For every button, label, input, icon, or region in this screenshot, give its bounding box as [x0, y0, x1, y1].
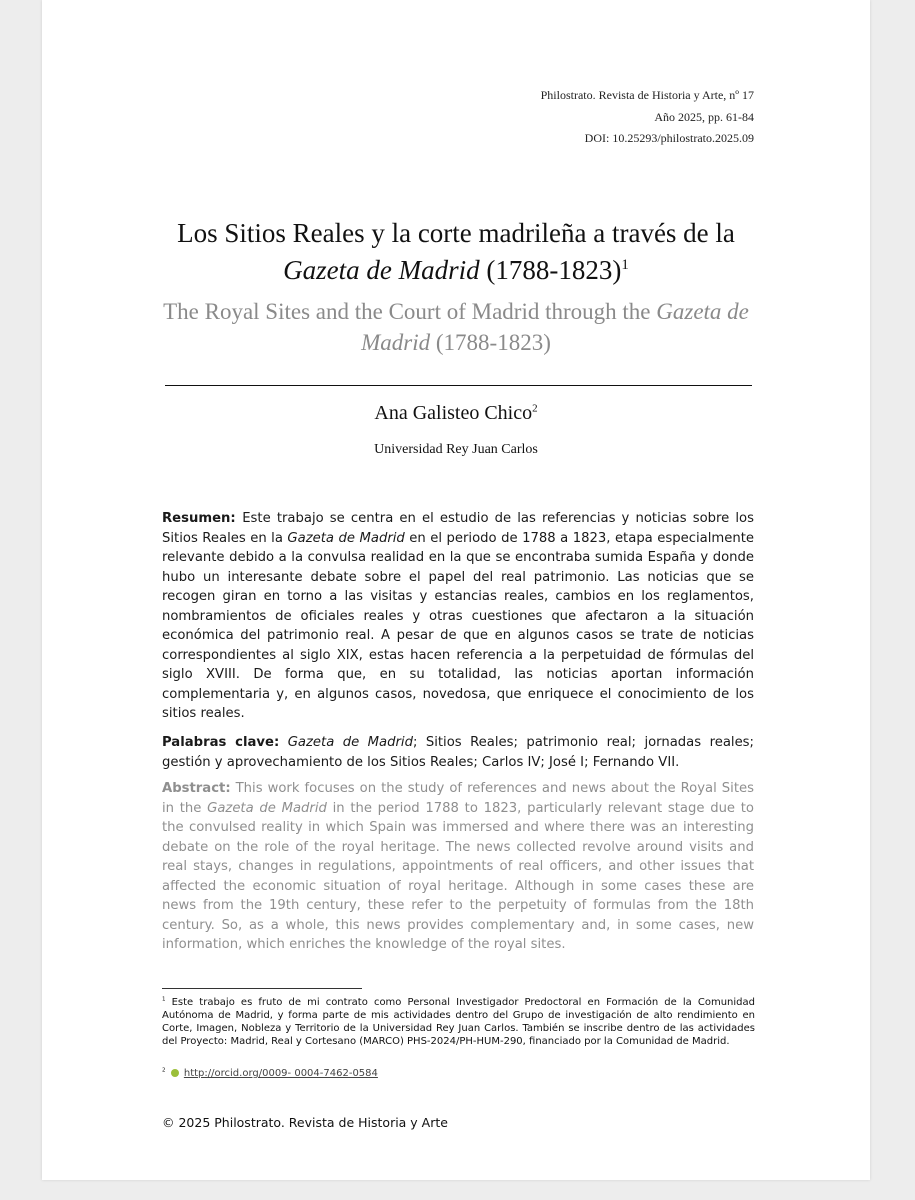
orcid-link[interactable]: http://orcid.org/0009- 0004-7462-0584	[183, 1068, 378, 1079]
footnote-1	[162, 996, 755, 1048]
subtitle-part1: The Royal Sites and the Court of Madrid through the	[163, 299, 657, 324]
keywords-italic: Gazeta de Madrid	[287, 735, 413, 750]
title-years: (1788-1823)	[479, 255, 622, 285]
author-text: Ana Galisteo Chico	[374, 402, 533, 424]
resumen-text-1: Este trabajo se centra en el estudio de las referencias y noticias sobre los Sitios Reales en la	[162, 511, 754, 546]
header-journal: Philostrato. Revista de Historia y Arte, nº 17	[540, 88, 754, 102]
footnote-2	[162, 1067, 755, 1080]
author-name	[162, 402, 750, 425]
resumen-italic: Gazeta de Madrid	[287, 530, 405, 546]
keywords-paragraph	[162, 733, 754, 772]
resumen-paragraph	[162, 509, 754, 724]
article-subtitle	[162, 296, 750, 358]
resumen-text-2: en el periodo de 1788 a 1823, etapa especialmente relevante debido a la convulsa realidad en la que se encontraba sumida España y donde hubo un interesante debate sobre el papel del real patrimonio. Las noticias que se recogen giran en torno a las visitas y estancias reales, cambios en los reglamentos, nombramientos de oficiales reales y otras cuestiones que afectaron a la situación económica del patrimonio real. A pesar de que en algunos casos se trate de noticias correspondientes al siglo XIX, estas hacen referencia a la perpetuidad de fórmulas del siglo XVIII. De forma que, en su totalidad, las noticias aportan información complementaria y, en algunos casos, novedosa, que enriquece el conocimiento de los sitios reales.	[162, 530, 754, 721]
title-line1: Los Sitios Reales y la corte madrileña a través de la	[177, 218, 735, 248]
author-affiliation: Universidad Rey Juan Carlos	[374, 442, 538, 457]
footnote-1-text: Este trabajo es fruto de mi contrato como Personal Investigador Predoctoral en Formación de la Comunidad Autónoma de Madrid, y forma parte de mis actividades dentro del Grupo de investigación de alto rendimiento en Corte, Imagen, Nobleza y Territorio de la Universidad Rey Juan Carlos. También se inscribe dentro de las actividades del Proyecto: Madrid, Real y Cortesano (MARCO) PHS-2024/PH-HUM-290, financiado por la Comunidad de Madrid.	[162, 997, 755, 1047]
author-footnote-mark[interactable]: 2	[532, 402, 538, 415]
footnote-2-mark: 2	[162, 1067, 166, 1074]
abstract-text-2: in the period 1788 to 1823, particularly relevant stage due to the convulsed reality in which Spain was immersed and where there was an interesting debate on the role of the royal heritage. The news collected revolve around visits and real stays, changes in regulations, appointments of real officers, and other issues that affected the economic situation of royal heritage. Although in some cases these are news from the 19th century, these refer to the perpetuity of formulas from the 18th century. So, as a whole, this news provides complementary and, in some cases, new information, which enriches the knowledge of the royal sites.	[162, 800, 754, 952]
orcid-icon	[171, 1069, 179, 1077]
keywords-text: ; Sitios Reales; patrimonio real; jornadas reales; gestión y aprovechamiento de los Sitios Reales; Carlos IV; José I; Fernando VII.	[162, 735, 754, 770]
keywords-label: Palabras clave:	[162, 735, 280, 750]
header-doi: DOI: 10.25293/philostrato.2025.09	[584, 131, 754, 145]
header-year-pages: Año 2025, pp. 61-84	[654, 110, 754, 124]
abstract-paragraph	[162, 779, 754, 955]
abstract-label: Abstract:	[162, 781, 231, 796]
copyright-notice: © 2025 Philostrato. Revista de Historia y Arte	[162, 1115, 448, 1130]
resumen-label: Resumen	[162, 511, 231, 526]
subtitle-italic: Gazeta de Madrid	[361, 299, 749, 355]
subtitle-years: (1788-1823)	[430, 330, 551, 355]
footnote-1-mark: 1	[162, 996, 166, 1003]
title-divider	[165, 385, 752, 386]
abstract-italic: Gazeta de Madrid	[207, 800, 327, 816]
title-footnote-mark[interactable]: 1	[621, 257, 629, 273]
footnote-divider	[162, 988, 362, 989]
document-page	[42, 0, 870, 1180]
article-title	[162, 215, 750, 289]
title-italic: Gazeta de Madrid	[283, 255, 480, 285]
abstract-text-1: This work focuses on the study of references and news about the Royal Sites in the	[162, 781, 754, 816]
resumen-sep: :	[230, 511, 243, 526]
